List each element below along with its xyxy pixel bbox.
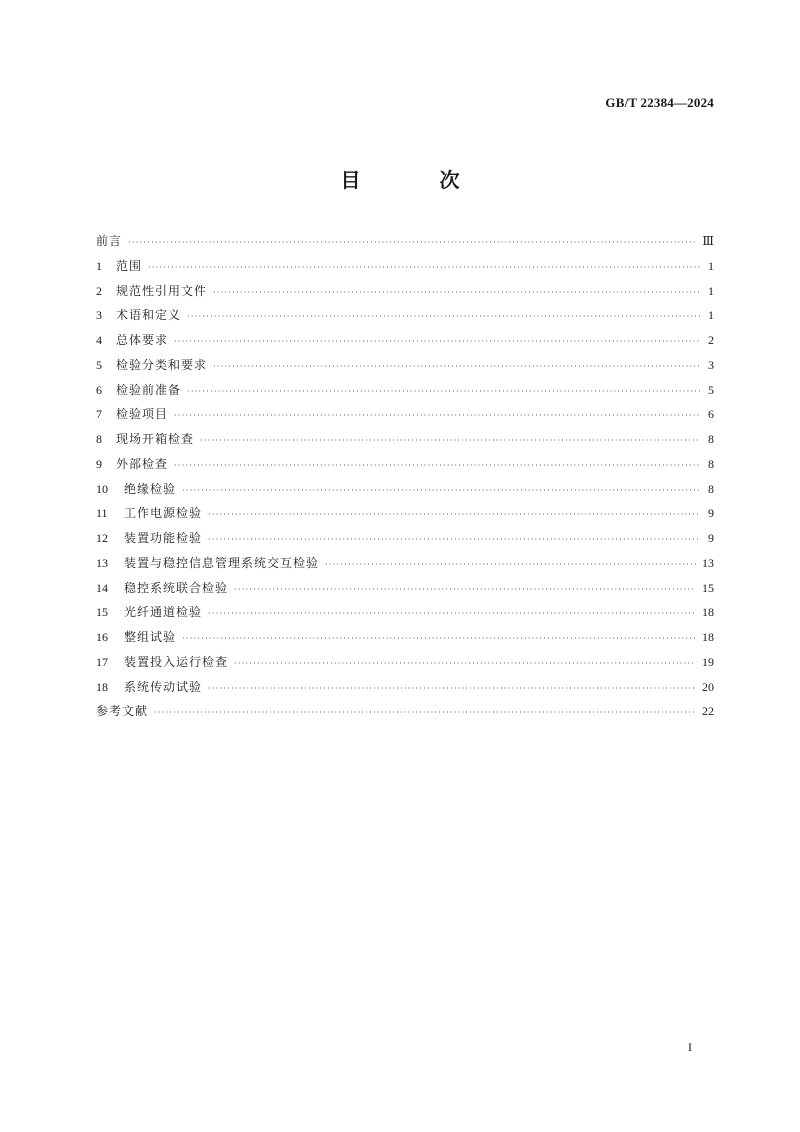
toc-leader-dots <box>187 380 700 405</box>
toc-entry-title: 装置与稳控信息管理系统交互检验 <box>124 555 320 570</box>
toc-entry-title: 检验前准备 <box>116 382 182 397</box>
toc-entry-page: 8 <box>708 432 714 446</box>
toc-entry-title: 规范性引用文件 <box>116 283 208 298</box>
toc-entry-references[interactable] <box>96 699 714 724</box>
toc-entry-page: 2 <box>708 333 714 347</box>
toc-entry-number: 12 <box>96 531 108 545</box>
toc-entry-number: 13 <box>96 555 108 570</box>
toc-entry-title: 检验项目 <box>116 407 169 422</box>
toc-leader-dots <box>187 305 700 330</box>
toc-entry-page: 18 <box>702 605 714 620</box>
toc-leader-dots <box>182 627 696 652</box>
toc-entry-title: 范围 <box>116 258 143 273</box>
toc-entry-page: 5 <box>708 382 714 397</box>
toc-entry-number: 18 <box>96 679 108 694</box>
toc-entry-page: 20 <box>702 679 714 694</box>
toc-leader-dots <box>174 404 700 429</box>
toc-entry-number: 15 <box>96 605 108 620</box>
toc-entry-title: 术语和定义 <box>116 308 182 323</box>
toc-leader-dots <box>325 553 696 578</box>
toc-entry-number: 6 <box>96 382 102 397</box>
toc-leader-dots <box>208 528 700 553</box>
toc-entry-page: 1 <box>708 258 714 273</box>
toc-entry-page: 8 <box>708 481 714 496</box>
toc-leader-dots <box>182 479 700 504</box>
toc-entry-page: 22 <box>702 704 714 719</box>
toc-leader-dots <box>148 256 700 281</box>
toc-entry-number: 10 <box>96 481 108 496</box>
toc-entry-page: 13 <box>702 555 714 570</box>
toc-leader-dots <box>174 454 700 479</box>
toc-entry-title: 装置投入运行检查 <box>124 654 229 669</box>
toc-entry-1[interactable] <box>96 254 714 279</box>
toc-entry-16[interactable] <box>96 625 714 650</box>
toc-entry-number: 3 <box>96 308 102 323</box>
toc-entry-page: 8 <box>708 456 714 471</box>
toc-entry-title: 整组试验 <box>124 630 177 644</box>
toc-entry-title: 总体要求 <box>116 333 169 347</box>
toc-entry-number: 7 <box>96 407 102 422</box>
toc-entry-3[interactable] <box>96 303 714 328</box>
table-of-contents <box>96 229 714 724</box>
toc-entry-15[interactable] <box>96 600 714 625</box>
toc-entry-9[interactable] <box>96 452 714 477</box>
toc-entry-number: 8 <box>96 432 102 446</box>
toc-entry-title: 系统传动试验 <box>124 679 203 694</box>
toc-entry-page: 9 <box>708 531 714 545</box>
toc-entry-number: 14 <box>96 580 108 595</box>
toc-entry-title: 现场开箱检查 <box>116 432 195 446</box>
toc-entry-12[interactable] <box>96 526 714 551</box>
toc-entry-11[interactable] <box>96 501 714 526</box>
toc-entry-4[interactable] <box>96 328 714 353</box>
toc-entry-10[interactable] <box>96 477 714 502</box>
toc-entry-8[interactable] <box>96 427 714 452</box>
page-number: I <box>688 1040 692 1054</box>
toc-entry-number: 16 <box>96 630 108 644</box>
toc-entry-number: 11 <box>96 506 108 521</box>
toc-entry-foreword[interactable] <box>96 229 714 254</box>
toc-entry-title: 参考文献 <box>96 704 149 719</box>
toc-entry-14[interactable] <box>96 576 714 601</box>
toc-entry-page: 6 <box>708 407 714 422</box>
toc-leader-dots <box>234 578 696 603</box>
toc-leader-dots <box>213 355 700 380</box>
standard-code: GB/T 22384—2024 <box>605 95 714 110</box>
toc-entry-title: 工作电源检验 <box>124 506 203 521</box>
toc-leader-dots <box>213 281 700 306</box>
toc-title: 目 次 <box>340 168 496 192</box>
toc-entry-title: 外部检查 <box>116 456 169 471</box>
toc-leader-dots <box>208 602 696 627</box>
toc-entry-title: 前言 <box>96 234 123 248</box>
toc-entry-page: 1 <box>708 283 714 298</box>
toc-entry-number: 17 <box>96 654 108 669</box>
toc-entry-13[interactable] <box>96 551 714 576</box>
toc-entry-number: 9 <box>96 456 102 471</box>
toc-entry-title: 绝缘检验 <box>124 481 177 496</box>
toc-leader-dots <box>128 231 696 256</box>
toc-entry-2[interactable] <box>96 279 714 304</box>
toc-leader-dots <box>208 503 700 528</box>
toc-entry-page: Ⅲ <box>702 234 714 248</box>
toc-entry-page: 18 <box>702 630 714 644</box>
toc-entry-page: 15 <box>702 580 714 595</box>
toc-entry-title: 检验分类和要求 <box>116 357 208 372</box>
toc-entry-17[interactable] <box>96 650 714 675</box>
toc-leader-dots <box>200 429 700 454</box>
toc-entry-6[interactable] <box>96 378 714 403</box>
toc-entry-number: 5 <box>96 357 102 372</box>
toc-entry-title: 装置功能检验 <box>124 531 203 545</box>
toc-entry-page: 1 <box>708 308 714 323</box>
toc-entry-18[interactable] <box>96 675 714 700</box>
toc-entry-number: 2 <box>96 283 102 298</box>
toc-entry-5[interactable] <box>96 353 714 378</box>
toc-entry-7[interactable] <box>96 402 714 427</box>
toc-entry-page: 3 <box>708 357 714 372</box>
toc-entry-number: 1 <box>96 258 102 273</box>
toc-entry-page: 19 <box>702 654 714 669</box>
toc-entry-page: 9 <box>708 506 714 521</box>
toc-entry-number: 4 <box>96 333 102 347</box>
toc-entry-title: 光纤通道检验 <box>124 605 203 620</box>
toc-leader-dots <box>208 677 696 702</box>
toc-leader-dots <box>234 652 696 677</box>
toc-entry-title: 稳控系统联合检验 <box>124 580 229 595</box>
toc-leader-dots <box>174 330 700 355</box>
toc-leader-dots <box>154 701 696 726</box>
